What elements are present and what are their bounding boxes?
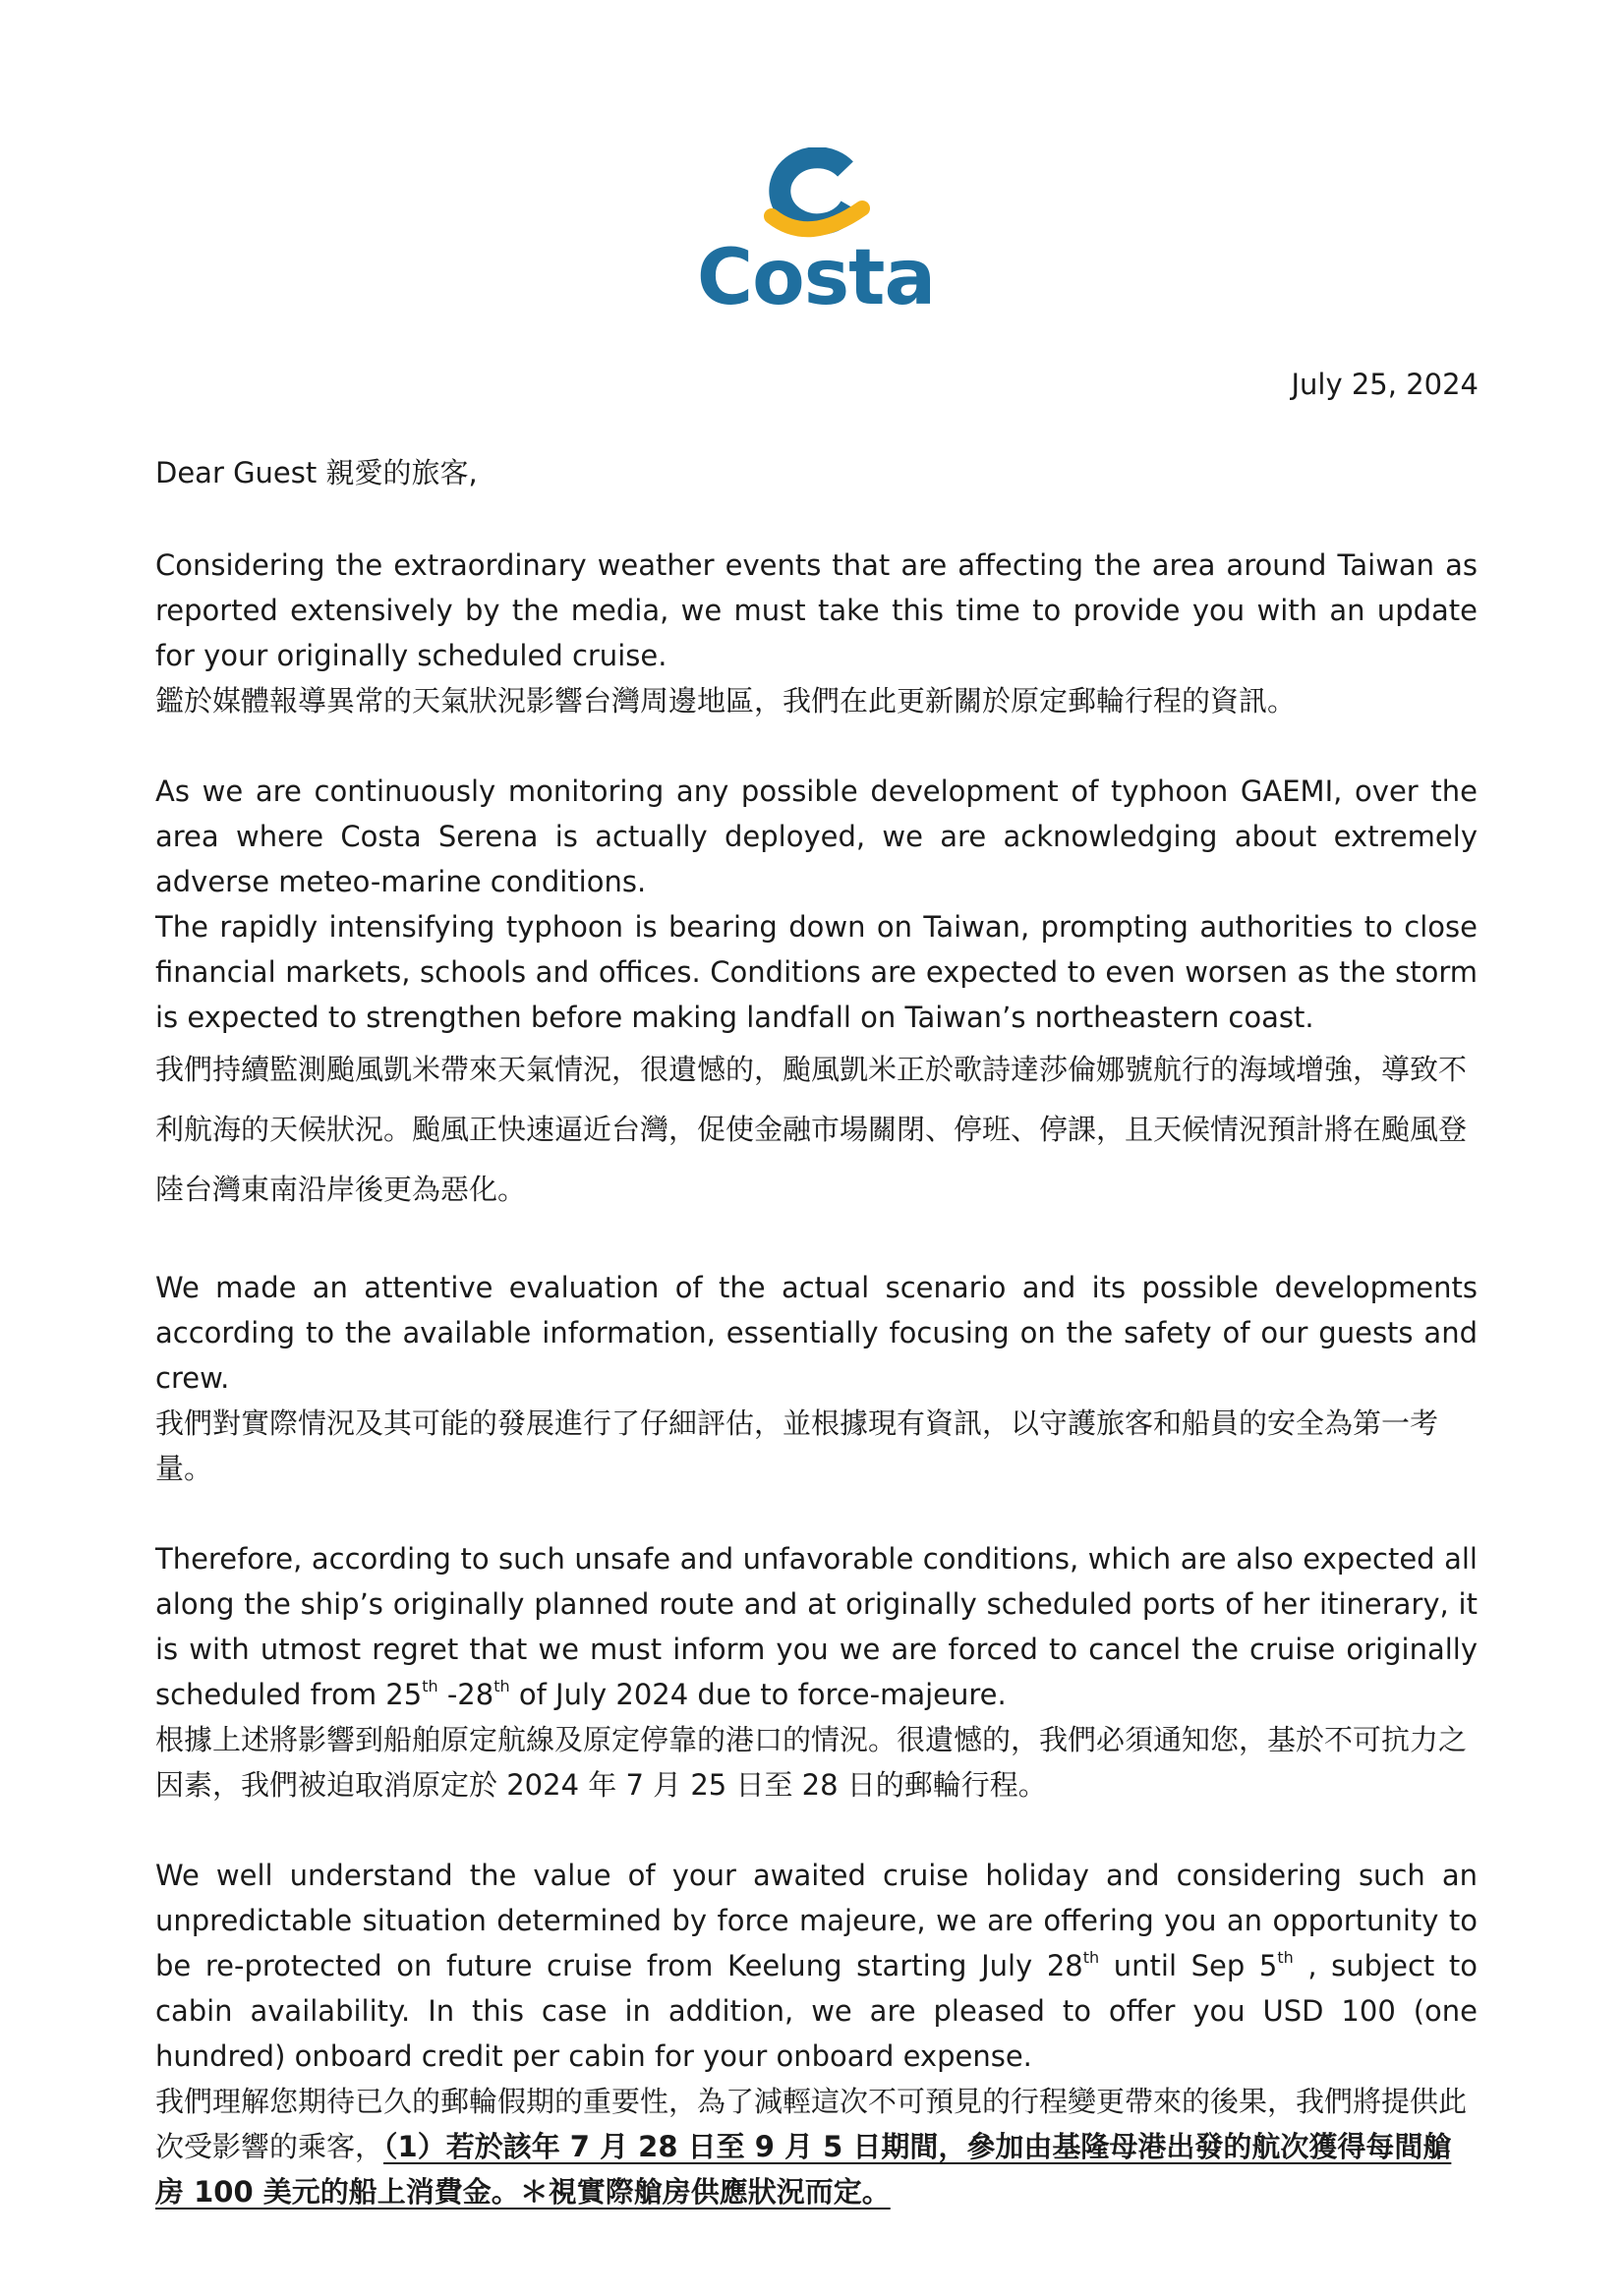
paragraph-4-zh: 根據上述將影響到船舶原定航線及原定停靠的港口的情況。很遺憾的，我們必須通知您，基於不可抗力之因素，我們被迫取消原定於 2024 年 7 月 25 日至 28 日的郵輪行程。: [155, 1723, 1468, 1802]
ordinal-suffix: th: [1082, 1948, 1100, 1967]
ordinal-suffix: th: [422, 1677, 438, 1695]
paragraph-5-en-c: , subject to cabin availability. In this case in addition, we are pleased to offer you USD 100 (one hundred) onboard credit per cabin for your onboard expense.: [155, 1949, 1478, 2073]
paragraph-5-en-b: until Sep 5: [1099, 1949, 1278, 1982]
letter-date: July 25, 2024: [1291, 368, 1479, 401]
paragraph-1-en: Considering the extraordinary weather events that are affecting the area around Taiwan as reported extensively by the media, we must take this time to provide you with an update for your originally scheduled cruise.: [155, 548, 1478, 672]
brand-wordmark: Costa: [696, 234, 936, 322]
paragraph-5-zh: [155, 2079, 1478, 2214]
paragraph-5-en-a: We well understand the value of your awaited cruise holiday and considering such an unpredictable situation determined by force majeure, we are offering you an opportunity to be re-protected on future cruise from Keelung starting July 28: [155, 1859, 1478, 1982]
ordinal-suffix: th: [1277, 1948, 1294, 1967]
paragraph-2-zh: 我們持續監測颱風凱米帶來天氣情況，很遺憾的，颱風凱米正於歌詩達莎倫娜號航行的海域增強，導致不利航海的天候狀況。颱風正快速逼近台灣，促使金融市場關閉、停班、停課，且天候情況預計將在颱風登陸台灣東南沿岸後更為惡化。: [155, 1053, 1468, 1206]
paragraph-3-en: We made an attentive evaluation of the actual scenario and its possible developments according to the available information, essentially focusing on the safety of our guests and crew.: [155, 1271, 1478, 1395]
paragraph-5-zh-emphasis: （1）若於該年 7 月 28 日至 9 月 5 日期間，參加由基隆母港出發的航次獲得每間艙房 100 美元的船上消費金。＊視實際艙房供應狀況而定。: [155, 2130, 1452, 2209]
paragraph-4-en-a: Therefore, according to such unsafe and unfavorable conditions, which are also expected all along the ship’s originally planned route and at originally scheduled ports of her itinerary, it is with utmost regret that we must inform you we are forced to cancel the cruise originally scheduled from 25: [155, 1542, 1478, 1711]
costa-logo: [693, 147, 939, 322]
paragraph-5-en: [155, 1853, 1478, 2079]
salutation: Dear Guest 親愛的旅客,: [155, 456, 478, 489]
paragraph-1-zh: 鑑於媒體報導異常的天氣狀況影響台灣周邊地區，我們在此更新關於原定郵輪行程的資訊。: [155, 684, 1297, 718]
paragraph-4-en: [155, 1536, 1478, 1717]
paragraph-2-en-2: The rapidly intensifying typhoon is bearing down on Taiwan, prompting authorities to close financial markets, schools and offices. Conditions are expected to even worsen as the storm is expected to strengthen before making landfall on Taiwan’s northeastern coast.: [155, 910, 1478, 1034]
letter-body: [155, 450, 1478, 2214]
costa-c-mark-icon: [693, 147, 939, 241]
paragraph-3-zh: 我們對實際情況及其可能的發展進行了仔細評估，並根據現有資訊，以守護旅客和船員的安全為第一考量。: [155, 1406, 1439, 1485]
paragraph-4-en-c: of July 2024 due to force-majeure.: [509, 1678, 1007, 1711]
paragraph-5-zh-plain: 我們理解您期待已久的郵輪假期的重要性，為了減輕這次不可預見的行程變更帶來的後果，我們將提供此次受影響的乘客，: [155, 2085, 1468, 2163]
paragraph-4-en-b: -28: [437, 1678, 494, 1711]
paragraph-2-en-1: As we are continuously monitoring any possible development of typhoon GAEMI, over the area where Costa Serena is actually deployed, we are acknowledging about extremely adverse meteo-marine conditions.: [155, 775, 1478, 898]
ordinal-suffix: th: [493, 1677, 510, 1695]
